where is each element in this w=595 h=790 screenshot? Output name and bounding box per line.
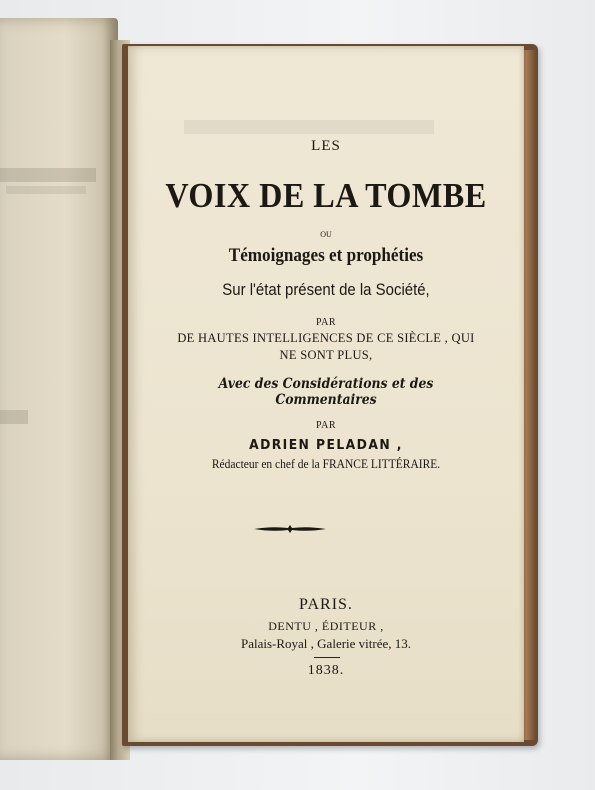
imprint-city: PARIS. — [299, 596, 353, 613]
intelligences-line-1: DE HAUTES INTELLIGENCES DE CE SIÈCLE , QUI — [177, 331, 475, 345]
par-label-2: PAR — [315, 420, 337, 431]
considerations-line-1: Avec des Considérations et des — [218, 376, 434, 392]
par-label-1: PAR — [315, 317, 337, 328]
title-page — [128, 46, 524, 742]
author-role: Rédacteur en chef de la FRANCE LITTÉRAIRE. — [211, 457, 441, 471]
imprint-year: 1838. — [307, 663, 345, 678]
typographic-ornament — [252, 524, 328, 534]
left-page-bleedthrough-marks — [0, 18, 118, 760]
author-name: ADRIEN PELADAN , — [249, 438, 403, 453]
title-conjunction: ou — [320, 228, 332, 240]
imprint-address: Palais-Royal , Galerie vitrée, 13. — [240, 636, 412, 651]
subtitle-line-1: Témoignages et prophéties — [228, 245, 424, 266]
imprint-rule — [314, 657, 340, 658]
intelligences-line-2: NE SONT PLUS, — [279, 348, 373, 362]
considerations-line-2: Commentaires — [275, 392, 377, 408]
imprint-publisher: DENTU , ÉDITEUR , — [268, 619, 384, 633]
left-page — [0, 18, 118, 760]
subtitle-line-2: Sur l'état présent de la Société, — [222, 280, 430, 299]
title-article: LES — [311, 138, 341, 154]
main-title: VOIX DE LA TOMBE — [165, 176, 487, 215]
